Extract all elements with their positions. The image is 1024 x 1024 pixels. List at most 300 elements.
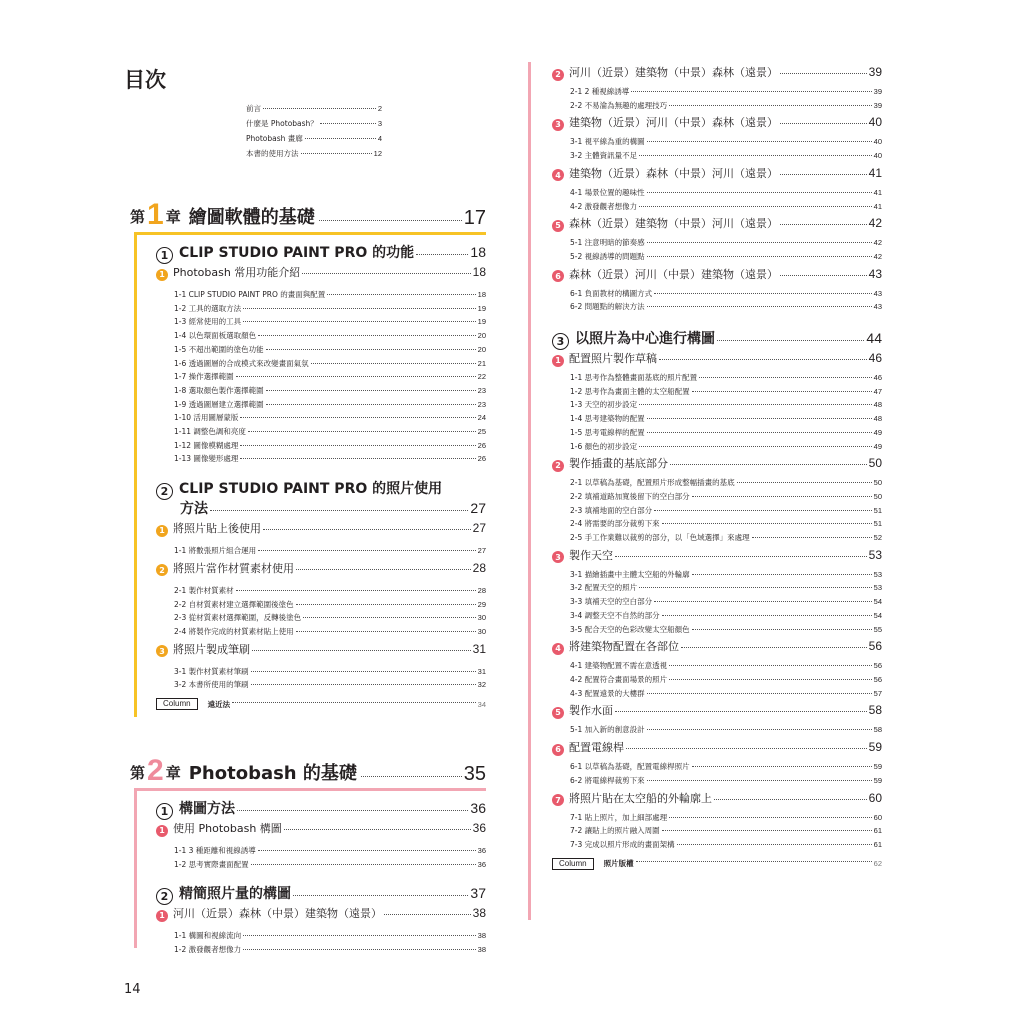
subsection-title: 建築物（近景）森林（中景）河川（遠景）	[569, 166, 778, 180]
toc-item[interactable]	[552, 200, 882, 214]
item-list	[552, 723, 882, 737]
item-list	[552, 760, 882, 787]
subsection-page: 53	[868, 547, 882, 562]
toc-item-page: 30	[477, 613, 486, 623]
toc-item[interactable]	[156, 439, 486, 453]
subsection-page: 31	[472, 641, 486, 656]
toc-item[interactable]	[156, 398, 486, 412]
leader-dots	[258, 335, 476, 336]
toc-item-page: 61	[873, 839, 882, 849]
toc-item[interactable]	[156, 288, 486, 302]
chapter-2-bar-top	[134, 788, 486, 791]
leader-dots	[669, 665, 872, 666]
toc-item-page: 56	[873, 661, 882, 671]
toc-item-page: 51	[873, 505, 882, 515]
item-list	[552, 659, 882, 700]
section-title: 構圖方法	[179, 801, 235, 817]
subsection-page: 38	[472, 906, 486, 921]
toc-item-title: 7-3 完成以照片形成的畫面架構	[570, 839, 675, 849]
leader-dots	[639, 446, 872, 447]
subsection-row[interactable]	[552, 165, 882, 181]
section-title-continued[interactable]	[156, 498, 486, 518]
chapter-1-heading[interactable]	[130, 196, 486, 230]
leader-dots	[243, 321, 476, 322]
toc-item[interactable]	[552, 440, 882, 454]
toc-item[interactable]	[552, 287, 882, 301]
section-title: CLIP STUDIO PAINT PRO 的功能	[179, 245, 415, 261]
toc-item[interactable]	[156, 858, 486, 872]
leader-dots	[654, 510, 872, 511]
toc-item-title: 2-3 填補地面的空白部分	[570, 505, 653, 515]
section-row[interactable]	[156, 798, 486, 818]
toc-item[interactable]	[156, 611, 486, 625]
toc-item-title: 2-4 將需要的部分裁剪下來	[570, 519, 660, 529]
section-row[interactable]	[156, 478, 486, 498]
subsection-row[interactable]	[156, 520, 486, 536]
preface-item-page: 2	[377, 104, 382, 113]
leader-dots	[251, 864, 476, 865]
toc-item-title: 1-1 將數張照片組合運用	[174, 546, 257, 556]
leader-dots	[240, 445, 475, 446]
toc-item-title: 1-12 圖像模糊處理	[174, 440, 239, 450]
toc-item-page: 21	[477, 358, 486, 368]
leader-dots	[361, 776, 462, 777]
subsection-row[interactable]	[552, 455, 882, 471]
toc-item-title: 2-2 不易淪為無趣的處理技巧	[570, 100, 668, 110]
toc-item-page: 46	[873, 373, 882, 383]
preface-item-title: 什麼是 Photobash？	[246, 119, 318, 128]
item-list	[552, 568, 882, 637]
leader-dots	[780, 275, 867, 276]
toc-item-title: 3-1 描繪插畫中主體太空船的外輪廓	[570, 569, 690, 579]
subsection-row[interactable]	[552, 547, 882, 563]
toc-item-title: 1-1 構圖和視線流向	[174, 931, 242, 941]
leader-dots	[662, 615, 872, 616]
toc-item[interactable]	[552, 517, 882, 531]
subsection-number: 3	[552, 551, 564, 563]
toc-item[interactable]	[552, 723, 882, 737]
leader-dots	[647, 141, 872, 142]
subsection-title: 將照片貼在太空船的外輪廓上	[569, 791, 712, 805]
item-list	[552, 135, 882, 162]
subsection-title: 製作水面	[569, 704, 613, 718]
toc-item[interactable]	[156, 452, 486, 466]
leader-dots	[210, 510, 468, 511]
leader-dots	[615, 556, 867, 557]
leader-dots	[647, 432, 872, 433]
toc-item[interactable]	[552, 300, 882, 314]
leader-dots	[780, 73, 867, 74]
leader-dots	[639, 206, 872, 207]
toc-item-title: 1-4 思考建築物的配置	[570, 414, 645, 424]
leader-dots	[662, 523, 872, 524]
toc-item[interactable]	[552, 476, 882, 490]
subsection-number: 3	[552, 119, 564, 131]
toc-item-page: 30	[477, 626, 486, 636]
toc-item-page: 53	[873, 583, 882, 593]
leader-dots	[263, 529, 471, 530]
toc-item-title: 7-1 貼上照片，加上細部處理	[570, 812, 668, 822]
section-number: 2	[156, 483, 173, 500]
toc-item-title: 1-5 不超出範圍的塗色功能	[174, 344, 264, 354]
leader-dots	[669, 817, 872, 818]
toc-item-title: 1-13 圖像變形處理	[174, 454, 239, 464]
section-number: 1	[156, 247, 173, 264]
toc-item-page: 51	[873, 519, 882, 529]
column-page: 34	[477, 699, 486, 709]
toc-item-page: 54	[873, 597, 882, 607]
toc-item-title: 3-1 製作材質素材筆刷	[174, 666, 249, 676]
toc-item[interactable]	[156, 929, 486, 943]
subsection-row[interactable]	[156, 820, 486, 836]
toc-item-page: 60	[873, 812, 882, 822]
subsection-row[interactable]	[156, 264, 486, 280]
toc-item[interactable]	[156, 844, 486, 858]
subsection-row[interactable]	[156, 641, 486, 657]
leader-dots	[636, 861, 872, 862]
toc-item[interactable]	[156, 315, 486, 329]
subsection-row[interactable]	[552, 266, 882, 282]
toc-item-title: 6-2 問題點的解決方法	[570, 302, 645, 312]
leader-dots	[243, 308, 476, 309]
subsection-row[interactable]	[552, 350, 882, 366]
column-row[interactable]	[156, 698, 486, 710]
chapter-word: 第	[130, 208, 146, 226]
preface-item-title: 本書的使用方法	[246, 149, 299, 158]
toc-item[interactable]	[156, 302, 486, 316]
leader-dots	[240, 458, 475, 459]
subsection-page: 43	[868, 266, 882, 281]
toc-item-title: 5-1 注意明暗的節奏感	[570, 238, 645, 248]
toc-item-page: 57	[873, 688, 882, 698]
subsection-page: 28	[472, 560, 486, 575]
toc-item-title: 2-1 製作材質素材	[174, 585, 234, 595]
toc-item[interactable]	[156, 411, 486, 425]
subsection-row[interactable]	[552, 215, 882, 231]
subsection-number: 3	[156, 645, 168, 657]
leader-dots	[266, 404, 476, 405]
toc-item-page: 43	[873, 302, 882, 312]
toc-item-page: 26	[477, 454, 486, 464]
toc-item-page: 61	[873, 826, 882, 836]
leader-dots	[737, 482, 872, 483]
toc-item[interactable]	[552, 623, 882, 637]
preface-item[interactable]	[246, 131, 382, 146]
toc-item-title: 1-7 操作選擇範圍	[174, 372, 234, 382]
subsection-number: 7	[552, 794, 564, 806]
item-list	[156, 665, 486, 692]
preface-item[interactable]	[246, 146, 382, 161]
leader-dots	[692, 629, 872, 630]
subsection-number: 2	[156, 564, 168, 576]
subsection-page: 60	[868, 790, 882, 805]
toc-item-page: 48	[873, 414, 882, 424]
chapter-unit: 章	[165, 764, 181, 782]
leader-dots	[319, 220, 462, 221]
toc-item-page: 36	[477, 859, 486, 869]
preface-item[interactable]	[246, 101, 382, 116]
preface-item-title: 前言	[246, 104, 261, 113]
chapter-unit: 章	[165, 208, 181, 226]
leader-dots	[284, 829, 471, 830]
toc-item-title: 4-1 場景位置的趣味性	[570, 187, 645, 197]
column-title: 照片版權	[603, 859, 634, 869]
column-row[interactable]	[552, 858, 882, 870]
toc-item[interactable]	[552, 250, 882, 264]
subsection-page: 18	[472, 265, 486, 279]
subsection-number: 1	[156, 910, 168, 922]
leader-dots	[305, 138, 376, 139]
leader-dots	[302, 273, 470, 274]
toc-item-page: 50	[873, 478, 882, 488]
leader-dots	[647, 192, 872, 193]
toc-item-page: 52	[873, 533, 882, 543]
toc-item[interactable]	[552, 371, 882, 385]
subsection-title: 使用 Photobash 構圖	[173, 822, 282, 835]
toc-item[interactable]	[552, 504, 882, 518]
toc-item[interactable]	[552, 398, 882, 412]
toc-item-page: 36	[477, 846, 486, 855]
item-list	[552, 236, 882, 263]
section-page: 36	[470, 800, 486, 816]
leader-dots	[647, 418, 872, 419]
toc-item[interactable]	[552, 490, 882, 504]
leader-dots	[320, 123, 376, 124]
subsection-page: 36	[472, 821, 486, 835]
toc-item[interactable]	[156, 370, 486, 384]
toc-item[interactable]	[156, 625, 486, 639]
toc-item-title: 2-2 填補道路加寬後留下的空白部分	[570, 491, 690, 501]
chapter-number: 2	[147, 754, 164, 787]
subsection-row[interactable]	[552, 638, 882, 654]
toc-item[interactable]	[552, 385, 882, 399]
section-row[interactable]	[156, 883, 486, 903]
toc-item-title: 5-2 視線誘導的問題點	[570, 251, 645, 261]
leader-dots	[232, 702, 476, 703]
leader-dots	[681, 647, 867, 648]
leader-dots	[243, 935, 476, 936]
toc-item-title: 4-3 配置遠景的大樓群	[570, 688, 645, 698]
toc-item-title: 7-2 讓貼上的照片融入周圍	[570, 826, 660, 836]
leader-dots	[654, 601, 872, 602]
subsection-page: 58	[868, 703, 882, 718]
leader-dots	[647, 242, 872, 243]
preface-item-page: 3	[377, 119, 382, 128]
section-page: 18	[470, 244, 486, 260]
toc-item-page: 54	[873, 610, 882, 620]
toc-item-title: 1-2 工具的選取方法	[174, 303, 242, 313]
subsection-row[interactable]	[552, 739, 882, 755]
leader-dots	[752, 537, 872, 538]
toc-item[interactable]	[552, 595, 882, 609]
subsection-row[interactable]	[552, 114, 882, 130]
leader-dots	[669, 105, 872, 106]
section-title: 精簡照片量的構圖	[179, 886, 291, 903]
column-tag: Column	[552, 858, 594, 870]
item-list	[156, 584, 486, 639]
subsection-row[interactable]	[552, 702, 882, 718]
leader-dots	[647, 693, 872, 694]
toc-item[interactable]	[552, 760, 882, 774]
toc-item-page: 18	[477, 290, 486, 299]
subsection-number: 1	[156, 525, 168, 537]
toc-item-title: 1-1 CLIP STUDIO PAINT PRO 的畫面與配置	[174, 290, 326, 299]
toc-item-page: 20	[477, 331, 486, 341]
subsection-row[interactable]	[156, 905, 486, 921]
leader-dots	[258, 850, 476, 851]
toc-item[interactable]	[156, 665, 486, 679]
leader-dots	[327, 294, 475, 295]
leader-dots	[714, 799, 867, 800]
chapter-2-bar-left	[134, 788, 137, 948]
toc-item-page: 19	[477, 303, 486, 313]
toc-item[interactable]	[552, 838, 882, 852]
toc-item[interactable]	[552, 149, 882, 163]
toc-item-page: 40	[873, 137, 882, 147]
toc-item[interactable]	[552, 687, 882, 701]
toc-item[interactable]	[552, 85, 882, 99]
toc-item-title: 3-5 配合天空的色彩改變太空船顏色	[570, 624, 690, 634]
toc-item-title: 2-2 自材質素材建立選擇範圍後塗色	[174, 599, 294, 609]
toc-item[interactable]	[552, 568, 882, 582]
leader-dots	[647, 256, 872, 257]
leader-dots	[251, 684, 476, 685]
toc-item[interactable]	[552, 811, 882, 825]
leader-dots	[248, 431, 476, 432]
subsection-title: 製作天空	[569, 548, 613, 562]
toc-item[interactable]	[552, 236, 882, 250]
toc-item-page: 32	[477, 680, 486, 690]
toc-item[interactable]	[552, 774, 882, 788]
toc-item[interactable]	[552, 824, 882, 838]
subsection-number: 4	[552, 643, 564, 655]
section-row[interactable]	[552, 328, 882, 348]
toc-item-page: 42	[873, 251, 882, 261]
chapter-1-bar-left	[134, 232, 137, 717]
toc-item[interactable]	[156, 425, 486, 439]
toc-item[interactable]	[156, 384, 486, 398]
toc-item[interactable]	[156, 343, 486, 357]
toc-item[interactable]	[552, 135, 882, 149]
chapter-2-heading[interactable]	[130, 752, 486, 786]
section-row[interactable]	[156, 242, 486, 262]
section-page: 44	[866, 330, 882, 347]
toc-item-page: 59	[873, 762, 882, 772]
section-title: 以照片為中心進行構圖	[575, 331, 715, 348]
item-list	[552, 811, 882, 852]
toc-item[interactable]	[156, 943, 486, 957]
toc-item[interactable]	[552, 609, 882, 623]
toc-item[interactable]	[552, 99, 882, 113]
leader-dots	[662, 830, 872, 831]
subsection-row[interactable]	[156, 560, 486, 576]
toc-item-page: 59	[873, 775, 882, 785]
toc-item[interactable]	[552, 581, 882, 595]
subsection-title: 河川（近景）森林（中景）建築物（遠景）	[173, 907, 382, 921]
subsection-page: 39	[868, 65, 882, 79]
toc-item[interactable]	[156, 544, 486, 558]
leader-dots	[717, 340, 864, 341]
subsection-row[interactable]	[552, 64, 882, 80]
toc-item[interactable]	[552, 412, 882, 426]
toc-item-title: 6-1 負面教材的構圖方式	[570, 288, 653, 298]
preface-item-page: 12	[373, 149, 382, 158]
toc-item-page: 58	[873, 725, 882, 735]
toc-item-page: 55	[873, 624, 882, 634]
toc-item-page: 53	[873, 569, 882, 579]
chapter-2-bar-right-column	[528, 62, 531, 920]
subsection-title: 配置電線桿	[569, 741, 624, 755]
toc-item[interactable]	[156, 598, 486, 612]
toc-item-title: 2-4 將製作完成的材質素材貼上使用	[174, 626, 294, 636]
leader-dots	[647, 780, 872, 781]
page-number: 14	[124, 982, 141, 997]
toc-item[interactable]	[552, 186, 882, 200]
leader-dots	[780, 224, 867, 225]
toc-item-page: 41	[873, 187, 882, 197]
subsection-page: 40	[868, 115, 882, 130]
leader-dots	[301, 153, 372, 154]
leader-dots	[647, 306, 872, 307]
subsection-page: 42	[868, 216, 882, 231]
subsection-title: 森林（近景）河川（中景）建築物（遠景）	[569, 267, 778, 281]
toc-item-page: 20	[477, 344, 486, 354]
toc-item[interactable]	[156, 357, 486, 371]
subsection-row[interactable]	[552, 790, 882, 806]
section-number: 3	[552, 333, 569, 350]
leader-dots	[416, 254, 468, 255]
toc-item-title: 1-3 經常使用的工具	[174, 317, 242, 327]
leader-dots	[266, 390, 476, 391]
leader-dots	[296, 569, 471, 570]
toc-item[interactable]	[552, 426, 882, 440]
leader-dots	[647, 729, 872, 730]
toc-item[interactable]	[156, 678, 486, 692]
chapter-page: 17	[463, 207, 486, 229]
subsection-number: 6	[552, 270, 564, 282]
leader-dots	[236, 376, 476, 377]
toc-item[interactable]	[552, 659, 882, 673]
toc-item-page: 48	[873, 400, 882, 410]
toc-item-title: 1-5 思考電線桿的配置	[570, 427, 645, 437]
toc-item-title: 3-2 主體資訊量不足	[570, 151, 638, 161]
toc-item[interactable]	[156, 584, 486, 598]
subsection-number: 1	[156, 825, 168, 837]
chapter-page: 35	[463, 763, 486, 785]
toc-item-page: 49	[873, 427, 882, 437]
preface-item[interactable]	[246, 116, 382, 131]
toc-item-page: 38	[477, 931, 486, 941]
chapter-1-contents	[156, 242, 486, 710]
toc-item[interactable]	[552, 531, 882, 545]
toc-item[interactable]	[552, 673, 882, 687]
leader-dots	[293, 895, 468, 896]
toc-item-page: 47	[873, 386, 882, 396]
section-title-line2: 方法	[180, 501, 208, 518]
leader-dots	[626, 748, 867, 749]
group-list	[552, 64, 882, 314]
subsection-number: 5	[552, 707, 564, 719]
toc-item[interactable]	[156, 329, 486, 343]
item-list	[552, 371, 882, 453]
leader-dots	[258, 550, 476, 551]
item-list	[156, 544, 486, 558]
leader-dots	[780, 123, 867, 124]
toc-item-title: 4-1 建築物配置不需在意透視	[570, 661, 668, 671]
toc-item-title: 2-5 手工作業難以裁剪的部分，以「色域選擇」來處理	[570, 533, 750, 543]
toc-item-title: 3-2 配置天空的照片	[570, 583, 638, 593]
leader-dots	[639, 587, 872, 588]
